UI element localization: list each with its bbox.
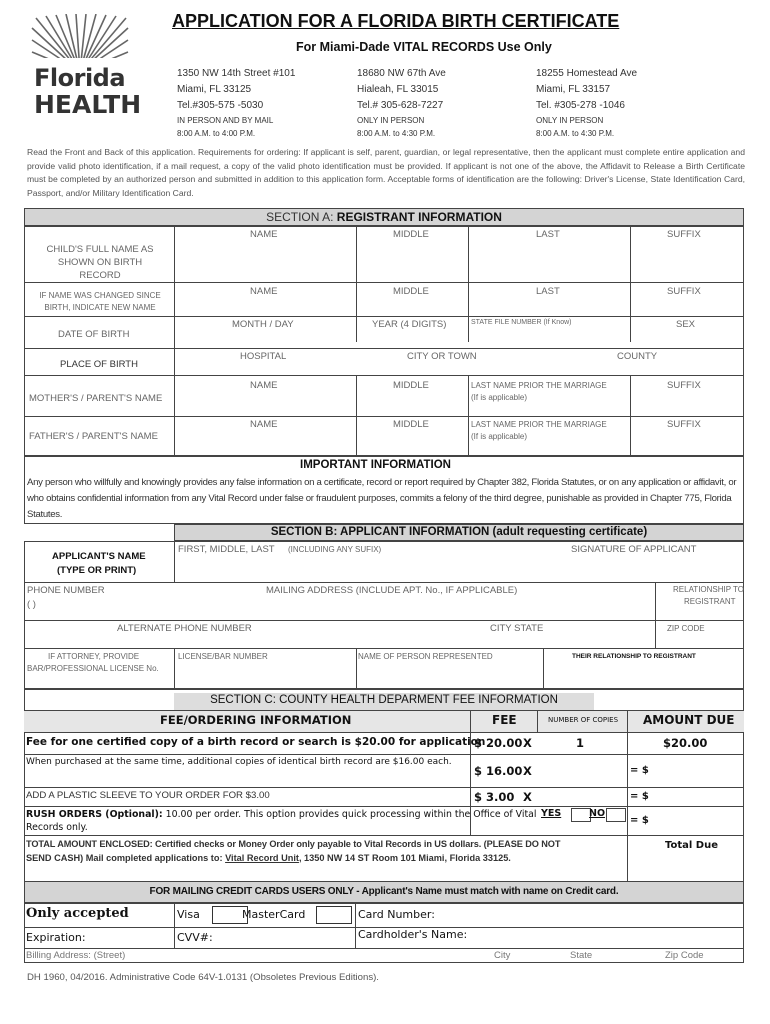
form-title: APPLICATION FOR A FLORIDA BIRTH CERTIFICATE [172,11,620,31]
hospital-header: HOSPITAL [240,351,287,362]
last-header: LAST [536,229,560,240]
mailing-address-field[interactable] [25,596,654,619]
month-day-header: MONTH / DAY [232,319,294,330]
billing-city-label: City [494,950,511,961]
total-amount-text: TOTAL AMOUNT ENCLOSED: Certified checks or Money Order only payable to Vital Records in US dollars. (PLEASE DO NOT [26,839,561,849]
mothers-name-field[interactable] [175,404,743,415]
fee-ordering-header: FEE/ORDERING INFORMATION [160,713,352,727]
billing-zip-label: Zip Code [665,950,704,961]
office-hours: 8:00 A.M. to 4:00 P.M. [177,129,256,138]
fee-header-row [24,710,744,732]
last-header: LAST [536,286,560,297]
office-city: Hialeah, FL 33015 [357,84,439,95]
zip-code-header: ZIP CODE [667,624,705,633]
total-due-label: Total Due [665,840,719,851]
section-a-header [24,208,744,226]
suffix-header: SUFFIX [667,419,701,430]
additional-copy-fee: $ 16.00 [474,764,523,778]
additional-copies-text: When purchased at the same time, additional copies of identical birth record are $16.00 each. [26,757,452,767]
office-hours: 8:00 A.M. to 4:30 P.M. [357,129,436,138]
office-homestead [536,66,637,140]
additional-copies-quantity[interactable] [538,755,626,786]
year-header: YEAR (4 DIGITS) [372,319,447,330]
form-footer: DH 1960, 04/2016. Administrative Code 64V-1.0131 (Obsoletes Previous Editions). [27,972,379,983]
office-address: 18255 Homestead Ave [536,68,638,79]
name-header: NAME [250,419,278,430]
office-downtown [177,66,295,140]
credit-card-header: FOR MAILING CREDIT CARDS USERS ONLY - Applicant's Name must match with name on Credit card. [24,881,744,903]
first-middle-last-header: FIRST, MIDDLE, LAST [178,544,275,555]
place-of-birth-field[interactable] [175,362,743,374]
office-phone: Tel. #305-278 -1046 [536,100,625,111]
applicants-name-label: APPLICANT'S NAME [52,551,146,562]
mastercard-checkbox[interactable] [316,906,352,924]
office-city: Miami, FL 33157 [536,84,611,95]
office-city: Miami, FL 33125 [177,84,252,95]
office-address: 18680 NW 67th Ave [357,68,446,79]
fathers-name-label: FATHER'S / PARENT'S NAME [29,431,158,442]
if-applicable-note: (If is applicable) [471,393,528,402]
middle-header: MIDDLE [393,286,429,297]
rush-yes-checkbox[interactable] [571,808,591,822]
city-or-town-header: CITY OR TOWN [407,351,477,362]
childs-full-name-label: CHILD'S FULL NAME AS SHOWN ON BIRTH RECORD [46,244,154,281]
number-of-copies-header: NUMBER OF COPIES [548,716,619,724]
attorney-label: IF ATTORNEY, PROVIDE [48,652,140,661]
mastercard-label: MasterCard [242,908,306,921]
alternate-phone-city-field[interactable] [25,634,743,647]
office-phone: Tel.# 305-628-7227 [357,100,444,111]
card-number-label: Card Number: [358,908,435,921]
name-header: NAME [250,229,278,240]
one-copy-amount: $20.00 [663,736,708,750]
logo-word-health: HEALTH [34,90,142,119]
last-name-prior-header: LAST NAME PRIOR THE MARRIAGE [471,420,607,429]
mail-address: , 1350 NW 14 ST Room 101 Miami, Florida 33125. [298,853,511,863]
important-info-text: Any person who willfully and knowingly provides any false information on a certificate, record or report required by Chapter 382, Florida Statutes, or on any application or affidavit, or who obtains confidential information from any Vital Record under false or fraudulent purposes, commits a felony of the third degree, punishable as provided in Chapter 775, Florida Statutes. [27,477,737,520]
plastic-sleeve-text: ADD A PLASTIC SLEEVE TO YOUR ORDER FOR $3.00 [26,790,270,801]
type-or-print-label: (TYPE OR PRINT) [57,565,137,576]
sex-header: SEX [676,319,696,330]
mailing-address-header: MAILING ADDRESS (INCLUDE APT. No., IF APPLICABLE) [266,585,518,596]
mothers-name-label: MOTHER'S / PARENT'S NAME [29,393,163,404]
multiply-symbol: X [523,790,532,804]
rush-order-description: 10.00 per order. This option provides quick processing within the Office of Vital [162,809,537,820]
last-name-prior-header: LAST NAME PRIOR THE MARRIAGE [471,381,607,390]
total-due-field[interactable] [628,852,743,884]
card-number-field[interactable] [440,904,742,926]
place-of-birth-label: PLACE OF BIRTH [60,359,138,370]
only-accepted-label: Only accepted [26,906,129,921]
section-a-title: REGISTRANT INFORMATION [336,210,502,224]
new-name-field[interactable] [175,298,743,315]
suffix-header: SUFFIX [667,286,701,297]
name-header: NAME [250,380,278,391]
visa-label: Visa [177,908,200,921]
attorney-info-field[interactable] [175,664,743,688]
rush-order-text2: Records only. [26,822,88,833]
relationship-header: RELATIONSHIP TO [673,585,744,594]
vital-record-unit: Vital Record Unit [225,853,299,863]
signature-header: SIGNATURE OF APPLICANT [571,544,697,555]
rush-order-text [26,809,536,820]
person-represented-header: NAME OF PERSON REPRESENTED [358,652,493,661]
if-applicable-note: (If is applicable) [471,432,528,441]
changed-name-label: IF NAME WAS CHANGED SINCE BIRTH, INDICATE NEW NAME [39,291,161,312]
cardholder-name-label: Cardholder's Name: [358,928,468,941]
fee-header: FEE [492,713,517,727]
cvv-label: CVV#: [177,931,213,944]
phone-number-label: PHONE NUMBER [27,585,105,596]
expiration-label: Expiration: [26,931,86,944]
fathers-name-field[interactable] [175,443,743,455]
registrant-header: REGISTRANT [684,597,736,606]
amount-due-header: AMOUNT DUE [643,713,735,727]
rush-yes-option[interactable]: YES [541,808,562,819]
office-phone: Tel.#305-575 -5030 [177,100,264,111]
one-copy-quantity[interactable]: 1 [576,736,585,750]
bar-license-label: BAR/PROFESSIONAL LICENSE No. [27,664,159,673]
rush-order-label: RUSH ORDERS (Optional): [26,809,163,820]
date-of-birth-field[interactable] [175,331,743,347]
one-copy-fee-text: Fee for one certified copy of a birth record or search is $20.00 for application [26,736,486,748]
additional-copies-amount: = $ [630,765,649,776]
mail-instructions-prefix: SEND CASH) Mail completed applications to: [26,853,226,863]
office-hours: 8:00 A.M. to 4:30 P.M. [536,129,615,138]
one-copy-fee: $ 20.00 [474,736,523,750]
rush-amount: = $ [630,815,649,826]
office-service: ONLY IN PERSON [536,116,604,125]
name-header: NAME [250,286,278,297]
office-hialeah [357,66,446,140]
office-address: 1350 NW 14th Street #101 [177,68,296,79]
section-c-header: SECTION C: COUNTY HEALTH DEPARMENT FEE INFORMATION [174,693,594,710]
childs-full-name-field[interactable] [175,240,743,281]
billing-state-label: State [570,950,593,961]
their-relationship-header: THEIR RELATIONSHIP TO REGISTRANT [572,653,696,660]
plastic-sleeve-quantity[interactable] [538,788,626,805]
middle-header: MIDDLE [393,419,429,430]
alternate-phone-header: ALTERNATE PHONE NUMBER [117,623,252,634]
license-bar-number-header: LICENSE/BAR NUMBER [178,652,268,661]
applicant-name-field[interactable] [175,556,743,581]
billing-address-field[interactable] [25,961,743,962]
city-state-header: CITY STATE [490,623,544,634]
middle-header: MIDDLE [393,229,429,240]
logo-word-florida: Florida [34,64,126,92]
state-file-number-header: STATE FILE NUMBER (If Know) [471,319,572,326]
phone-parentheses: ( ) [27,599,36,610]
county-header: COUNTY [617,351,658,362]
plastic-sleeve-fee: $ 3.00 [474,790,515,804]
cvv-field[interactable] [220,928,354,947]
plastic-sleeve-amount: = $ [630,791,649,802]
section-a-prefix: SECTION A: [266,210,334,224]
cardholder-name-field[interactable] [470,928,742,947]
expiration-field[interactable] [95,928,173,947]
rush-no-checkbox[interactable] [606,808,626,822]
form-subtitle: For Miami-Dade VITAL RECORDS Use Only [296,40,552,54]
office-service: ONLY IN PERSON [357,116,425,125]
billing-address-label: Billing Address: (Street) [26,950,126,961]
date-of-birth-label: DATE OF BIRTH [58,329,130,340]
rush-no-option[interactable]: NO [589,808,606,819]
including-suffix-note: (INCLUDING ANY SUFIX) [288,545,382,554]
important-info-title: IMPORTANT INFORMATION [300,459,451,471]
multiply-symbol: X [523,764,532,778]
middle-header: MIDDLE [393,380,429,391]
multiply-symbol: X [523,736,532,750]
mail-instructions-text [26,853,511,863]
suffix-header: SUFFIX [667,380,701,391]
section-b-header: SECTION B: APPLICANT INFORMATION (adult requesting certificate) [174,524,744,541]
office-service: IN PERSON AND BY MAIL [177,116,274,125]
suffix-header: SUFFIX [667,229,701,240]
intro-instructions: Read the Front and Back of this application. Requirements for ordering: If applicant is self, parent, guardian, or legal representative, then the applicant must complete entire application and provide valid photo identification, if a mail request, a copy of the valid photo identification must be provided. If applicant is not one of the above, the Affidavit to Release a Birth Certificate must be completed by an authorized person and submitted in addition to this application form. Acceptable forms of identification are the following: Driver's License, State Identification Card, Passport, and/or Military Identification Card. [27,147,745,198]
